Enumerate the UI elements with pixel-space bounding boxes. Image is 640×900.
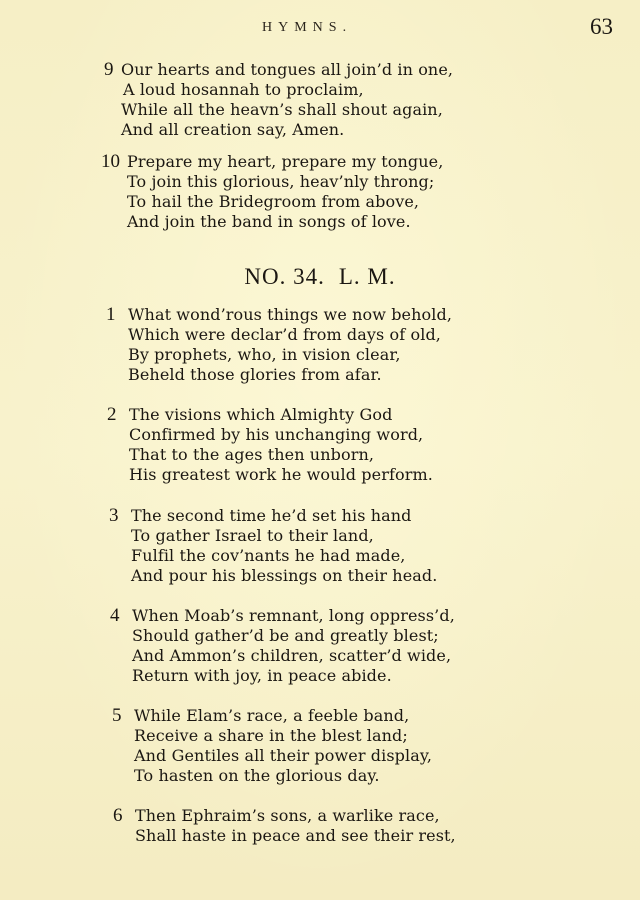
verse-line: And all creation say, Amen. bbox=[121, 120, 345, 139]
verse-line: Beheld those glories from afar. bbox=[128, 365, 382, 384]
hymn-meter: L. M. bbox=[338, 264, 396, 289]
verse-line: And Gentiles all their power display, bbox=[134, 746, 433, 765]
verse-line: And pour his blessings on their head. bbox=[131, 566, 438, 585]
verse-number: 9 bbox=[104, 59, 114, 80]
verse-line: Then Ephraim’s sons, a warlike race, bbox=[135, 806, 440, 825]
verse-line: While all the heavn’s shall shout again, bbox=[121, 100, 443, 119]
running-head: HYMNS. bbox=[262, 20, 353, 35]
verse-line: And join the band in songs of love. bbox=[127, 212, 411, 231]
verse-number: 10 bbox=[101, 151, 120, 172]
verse-line: To hasten on the glorious day. bbox=[134, 766, 380, 785]
verse-line: Prepare my heart, prepare my tongue, bbox=[127, 152, 444, 171]
verse-line: Should gather’d be and greatly blest; bbox=[132, 626, 439, 645]
verse-line: The second time he’d set his hand bbox=[131, 506, 412, 525]
verse-number: 2 bbox=[107, 404, 117, 425]
verse-line: While Elam’s race, a feeble band, bbox=[134, 706, 410, 725]
verse-line: That to the ages then unborn, bbox=[129, 445, 375, 464]
verse-line: Return with joy, in peace abide. bbox=[132, 666, 392, 685]
verse-line: What wond’rous things we now behold, bbox=[128, 305, 453, 324]
verse-number: 4 bbox=[110, 605, 120, 626]
verse-line: His greatest work he would perform. bbox=[129, 465, 433, 484]
verse-number: 1 bbox=[106, 304, 116, 325]
verse-line: And Ammon’s children, scatter’d wide, bbox=[132, 646, 452, 665]
verse-line: Fulfil the cov’nants he had made, bbox=[131, 546, 406, 565]
verse-number: 5 bbox=[112, 705, 122, 726]
verse-line: Which were declar’d from days of old, bbox=[128, 325, 441, 344]
verse-line: The visions which Almighty God bbox=[129, 405, 393, 424]
hymn-heading bbox=[0, 263, 640, 291]
verse-line: To hail the Bridegroom from above, bbox=[127, 192, 420, 211]
verse-number: 3 bbox=[109, 505, 119, 526]
verse-line: When Moab’s remnant, long oppress’d, bbox=[132, 606, 455, 625]
verse-line: Confirmed by his unchanging word, bbox=[129, 425, 424, 444]
verse-line: Receive a share in the blest land; bbox=[134, 726, 408, 745]
verse-line: Our hearts and tongues all join’d in one, bbox=[121, 60, 454, 79]
verse-line: A loud hosannah to proclaim, bbox=[123, 80, 364, 99]
verse-line: Shall haste in peace and see their rest, bbox=[135, 826, 456, 845]
hymn-number: NO. 34. bbox=[244, 264, 325, 289]
verse-number: 6 bbox=[113, 805, 123, 826]
verse-line: To join this glorious, heav’nly throng; bbox=[127, 172, 435, 191]
verse-line: By prophets, who, in vision clear, bbox=[128, 345, 401, 364]
page-number: 63 bbox=[590, 14, 613, 39]
verse-line: To gather Israel to their land, bbox=[131, 526, 374, 545]
